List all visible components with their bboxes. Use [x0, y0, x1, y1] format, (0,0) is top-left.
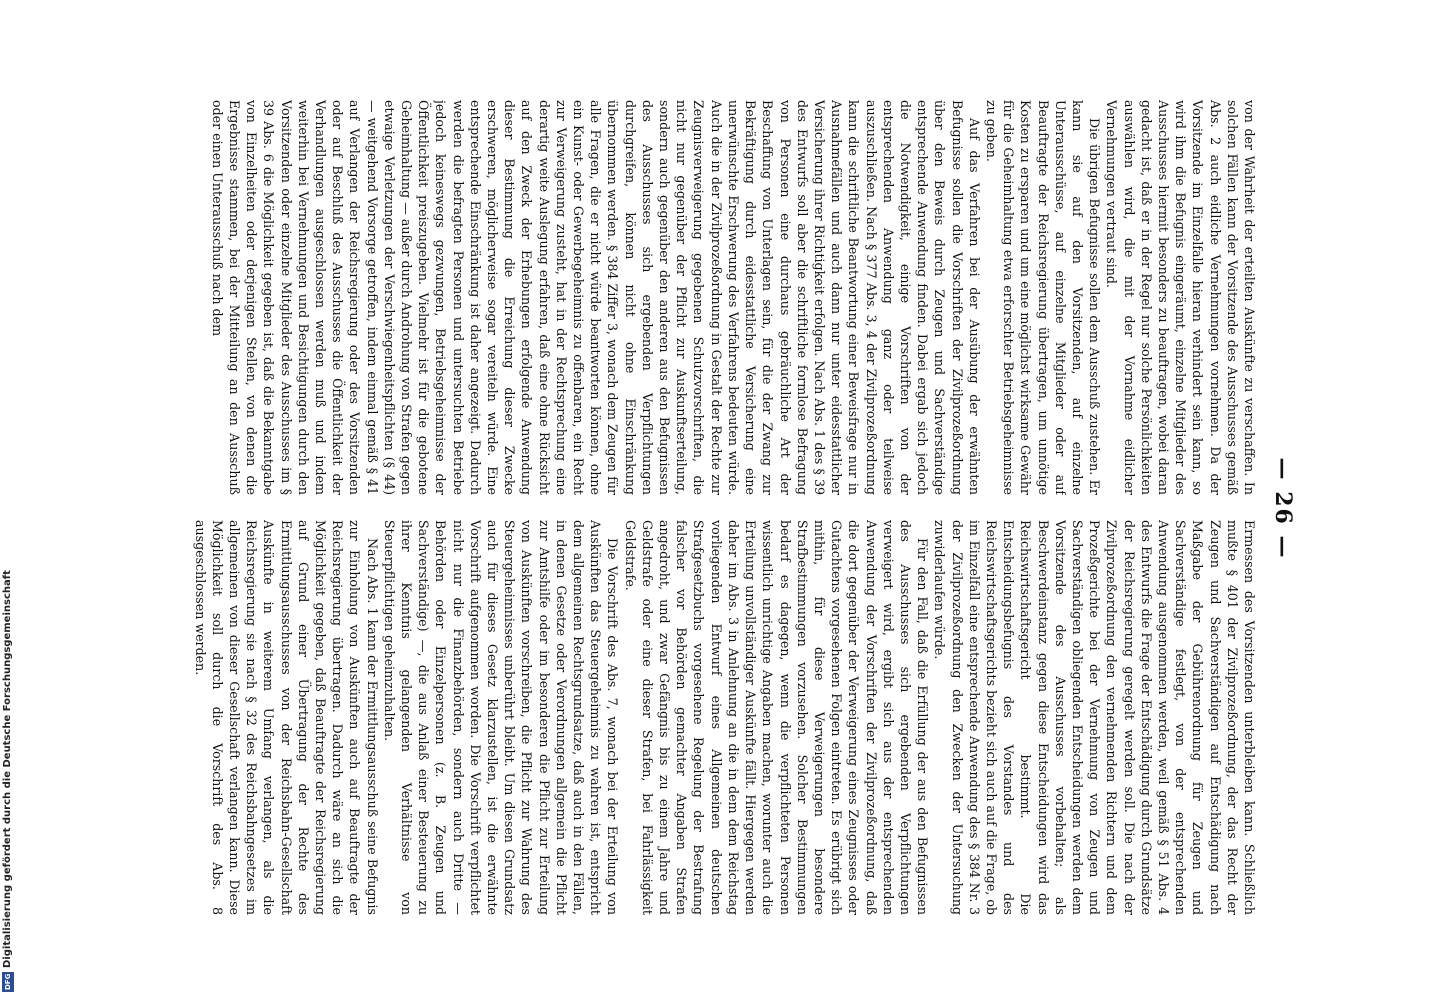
digitization-sidebar — [0, 0, 16, 1000]
paragraph: von der Wahrheit der erteilten Auskünfte zu verschaffen. In solchen Fällen kann der Vorsitzende des Ausschusses gemäß Abs. 2 auch eidliche Vernehmungen vornehmen. Da der Vorsitzende im Einzelfalle hieran verhindert sein kann, so wird ihm die Befugnis eingeräumt, einzelne Mitglieder des Ausschusses hiermit besonders zu beauftragen, wobei daran gedacht ist, daß er in der Regel nur solche Persönlichkeiten auswählen wird, die mit der Vornahme eidlicher Vernehmungen vertraut sind. — [1104, 100, 1257, 495]
page-number: — 26 — — [1270, 457, 1296, 560]
paragraph: Für den Fall, daß die Erfüllung der aus den Befugnissen des Ausschusses sich ergebenden Verpflichtungen verweigert wird, ergibt sich aus der entsprechenden Anwendung der Vorschriften der Zivilprozeßordnung, daß die dort gegenüber der Verweigerung eines Zeugnisses oder Gutachtens vorgesehenen Folgen eintreten. Es erübrigt sich mithin, für diese Verweigerungen besondere Strafbestimmungen vorzusehen. Solcher Bestimmungen bedarf es dagegen, wenn die verpflichteten Personen wissentlich unrichtige Angaben machen, worunter auch die Erteilung unvollständiger Auskünfte fällt. Hiergegen werden daher im Abs. 3 in Anlehnung an die in dem dem Reichstag vorliegenden Entwurf eines Allgemeinen deutschen Strafgesetzbuchs vorgesehene Regelung der Bestrafung falscher vor Behörden gemachter Angaben Strafen angedroht, und zwar Gefängnis bis zu einem Jahre und Geldstrafe oder eine dieser Strafen, bei Fahrlässigkeit Geldstrafe. — [622, 520, 931, 915]
digitization-credit: Digitalisierung gefördert durch die Deutsche Forschungsgemeinschaft — [2, 570, 13, 968]
scanned-page — [142, 96, 1302, 921]
text-column-left — [148, 100, 1258, 495]
paragraph: Die Vorschrift des Abs. 7, wonach bei der Erteilung von Auskünften das Steuergeheimnis zu wahren ist, entspricht dem allgemeinen Rechtsgrundsatze, daß auch in den Fällen, in denen Gesetze oder Verordnungen allgemein die Pflicht zur Amtshilfe oder im besonderen die Pflicht zur Erteilung von Auskünften vorschreiben, die Pflicht zur Wahrung des Steuergeheimnisses unberührt bleibt. Um diesen Grundsatz auch für dieses Gesetz klarzustellen, ist die erwähnte Vorschrift aufgenommen worden. Die Vorschrift verpflichtet nicht nur die Finanzbehörden, sondern auch Dritte — Behörden oder Einzelpersonen (z. B. Zeugen und Sachverständige) —, die aus Anlaß einer Besteuerung zu ihrer Kenntnis gelangenden Verhältnisse von Steuerpflichtigen geheimzuhalten. — [381, 520, 621, 915]
paragraph: Auf das Verfahren bei der Ausübung der erwähnten Befugnisse sollen die Vorschriften der Zivilprozeßordnung über den Beweis durch Zeugen und Sachverständige entsprechende Anwendung finden. Dabei ergab sich jedoch die Notwendigkeit, einige Vorschriften von der entsprechenden Anwendung ganz oder teilweise auszuschließen. Nach § 377 Abs. 3, 4 der Zivilprozeßordnung kann die schriftliche Beantwortung einer Beweisfrage nur in Ausnahmefällen und auch dann nur unter eidesstattlicher Versicherung ihrer Richtigkeit erfolgen. Nach Abs. 1 des § 39 des Entwurfs soll aber die schriftliche formlose Befragung von Personen eine durchaus gebräuchliche Art der Beschaffung von Unterlagen sein, für die der Zwang zur Bekräftigung durch eidesstattliche Versicherung eine unerwünschte Erschwerung des Verfahrens bedeuten würde. Auch die in der Zivilprozeßordnung in Gestalt der Rechte zur Zeugnisverweigerung gegebenen Schutzvorschriften, die nicht nur gegenüber der Pflicht zur Auskunftserteilung, sondern auch gegenüber den anderen aus den Befugnissen des Ausschusses sich ergebenden Verpflichtungen durchgreifen, können nicht ohne Einschränkung übernommen werden. § 384 Ziffer 3, wonach dem Zeugen für alle Fragen, die er nicht würde beantworten können, ohne ein Kunst- oder Gewerbegeheimnis zu offenbaren, ein Recht zur Verweigerung zusteht, hat in der Rechtsprechung eine derartig weite Auslegung erfahren, daß eine ohne Rücksicht auf den Zweck der Erhebungen erfolgende Anwendung dieser Bestimmung die Erreichung dieser Zwecke erschweren, möglicherweise sogar vereiteln würde. Eine entsprechende Einschränkung ist daher angezeigt. Dadurch werden die befragten Personen und untersuchten Betriebe jedoch keineswegs gezwungen, Betriebsgeheimnisse der Öffentlichkeit preiszugeben. Vielmehr ist für die gebotene Geheimhaltung — außer durch Androhung von Strafen gegen etwaige Verletzungen der Verschwiegenheitspflichten (§ 44) — weitgehend Vorsorge getroffen, indem einmal gemäß § 41 auf Verlangen der Reichsregierung oder des Vorsitzenden oder auf Beschluß des Ausschusses die Öffentlichkeit der Verhandlungen ausgeschlossen werden muß und indem weiterhin bei Vernehmungen und Besichtigungen durch den Vorsitzenden oder einzelne Mitglieder des Ausschusses im § 39 Abs. 6 die Möglichkeit gegeben ist, daß die Bekanntgabe von Einzelheiten oder derjenigen Stellen, von denen die Ergebnisse stammen, bei der Mitteilung an den Ausschuß oder einen Unterausschuß nach dem — [209, 100, 982, 495]
paragraph: Ermessen des Vorsitzenden unterbleiben kann. Schließlich mußte § 401 der Zivilprozeßordnung, der das Recht der Zeugen und Sachverständigen auf Entschädigung nach Maßgabe der Gebührenordnung für Zeugen und Sachverständige festlegt, von der entsprechenden Anwendung ausgenommen werden, weil gemäß § 51 Abs. 4 des Entwurfs die Frage der Entschädigung durch Grundsätze der Reichsregierung geregelt werden soll. Die nach der Zivilprozeßordnung den vernehmenden Richtern und dem Prozeßgerichte bei der Vernehmung von Zeugen und Sachverständigen obliegenden Entscheidungen werden dem Vorsitzende des Ausschusses vorbehalten; als Beschwerdeinstanz gegen diese Entscheidungen wird das Reichswirtschaftsgericht bestimmt. Die Entscheidungsbefugnis des Vorstandes und des Reichswirtschaftsgerichts bezieht sich auch auf die Frage, ob im Einzelfall eine entsprechende Anwendung des § 384 Nr. 3 der Zivilprozeßordnung den Zwecken der Untersuchung zuwiderlaufen würde. — [932, 520, 1257, 915]
paragraph: Die übrigen Befugnisse sollen dem Ausschuß zustehen. Er kann sie auf den Vorsitzenden, auf einzelne Unterausschüsse, auf einzelne Mitglieder oder auf Beauftragte der Reichsregierung übertragen, um unnötige Kosten zu ersparen und um eine möglichst wirksame Gewähr für die Geheimhaltung etwa erforschter Betriebsgeheimnisse zu geben. — [983, 100, 1103, 495]
dfg-logo-icon — [2, 972, 14, 992]
paragraph: Nach Abs. 1 kann der Ermittlungsausschuß seine Befugnis zur Einholung von Auskünften auch auf Beauftragte der Reichsregierung übertragen. Dadurch wäre an sich die Möglichkeit gegeben, daß Beauftragte der Reichsregierung auf Grund einer Übertragung der Rechte des Ermittlungsausschusses von der Reichsbahn-Gesellschaft Auskünfte in weiterem Umfang verlangen, als die Reichsregierung sie nach § 32 des Reichsbahngesetzes im allgemeinen von dieser Gesellschaft verlangen kann. Diese Möglichkeit soll durch die Vorschrift des Abs. 8 ausgeschlossen werden. — [192, 520, 380, 915]
dfg-logo-text: DFG — [4, 973, 12, 991]
page-content — [142, 96, 1302, 921]
text-column-right — [148, 520, 1258, 915]
